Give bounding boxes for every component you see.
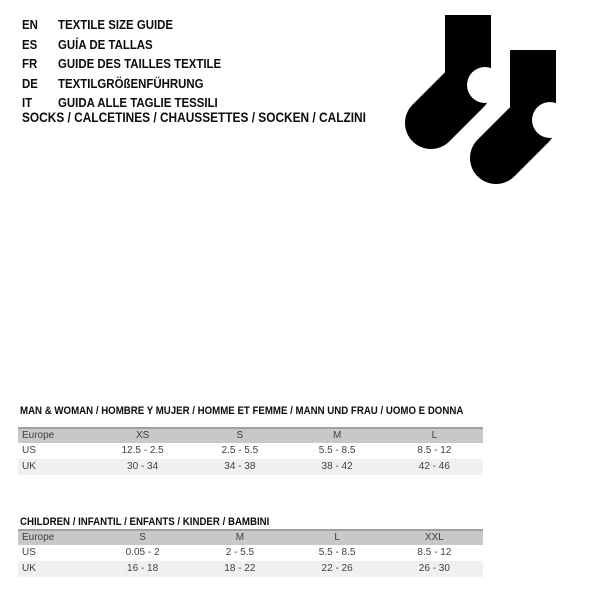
table-header-row [18,429,483,443]
table-title-adults-text: MAN & WOMAN / HOMBRE Y MUJER / HOMME ET FEMME / MANN UND FRAU / UOMO E DONNA [20,405,464,417]
size-cell: 8.5 - 12 [417,547,452,558]
size-cell: 2 - 5.5 [225,547,255,558]
table-title-adults [20,405,524,417]
size-table-adults [18,427,483,475]
size-table-children [18,529,483,577]
language-row-en [22,15,243,35]
language-code-es: ES [22,36,38,52]
size-cell: 2.5 - 5.5 [221,445,259,456]
language-code-de: DE [22,75,38,91]
table-title-children-text: CHILDREN / INFANTIL / ENFANTS / KINDER / BAMBINI [20,516,270,528]
socks-icon [400,0,600,200]
size-cell: 12.5 - 2.5 [121,445,164,456]
table-row-uk [18,459,483,475]
size-cell: 38 - 42 [321,461,353,472]
row-label-uk: UK [22,563,36,574]
size-cell: 0.05 - 2 [125,547,160,558]
column-header-region: Europe [22,430,55,441]
size-cell: 42 - 46 [418,461,450,472]
column-header-l: L [334,532,340,543]
size-cell: 34 - 38 [224,461,256,472]
category-title-text: SOCKS / CALCETINES / CHAUSSETTES / SOCKEN / CALZINI [22,110,366,125]
language-code-en: EN [22,17,38,33]
row-label-us: US [22,547,36,558]
language-row-de [22,74,243,94]
size-cell: 5.5 - 8.5 [318,445,356,456]
category-title [22,110,413,125]
column-header-xxl: XXL [424,532,444,543]
size-cell: 16 - 18 [127,563,159,574]
language-row-fr [22,54,243,74]
size-cell: 5.5 - 8.5 [318,547,356,558]
table-title-children [20,516,303,528]
column-header-xs: XS [135,430,150,441]
table-row-us [18,545,483,561]
column-header-s: S [139,532,146,543]
row-label-uk: UK [22,461,36,472]
row-label-us: US [22,445,36,456]
language-code-it: IT [22,95,33,111]
size-cell: 30 - 34 [127,461,159,472]
guide-title-fr: GUIDE DES TAILLES TEXTILE [58,56,222,72]
size-cell: 26 - 30 [418,563,450,574]
guide-title-en: TEXTILE SIZE GUIDE [58,17,174,33]
language-row-es [22,35,243,55]
size-cell: 22 - 26 [321,563,353,574]
guide-title-it: GUIDA ALLE TAGLIE TESSILI [58,95,218,111]
table-row-uk [18,561,483,577]
table-header-row [18,531,483,545]
size-cell: 18 - 22 [224,563,256,574]
column-header-l: L [431,430,438,441]
size-cell: 8.5 - 12 [417,445,452,456]
guide-title-es: GUÍA DE TALLAS [58,36,153,52]
language-list [22,15,243,113]
column-header-s: S [236,430,244,441]
column-header-m: M [332,430,342,441]
language-code-fr: FR [22,56,38,72]
guide-title-de: TEXTILGRÖßENFÜHRUNG [58,75,204,91]
column-header-region: Europe [22,532,55,543]
table-row-us [18,443,483,459]
column-header-m: M [235,532,245,543]
